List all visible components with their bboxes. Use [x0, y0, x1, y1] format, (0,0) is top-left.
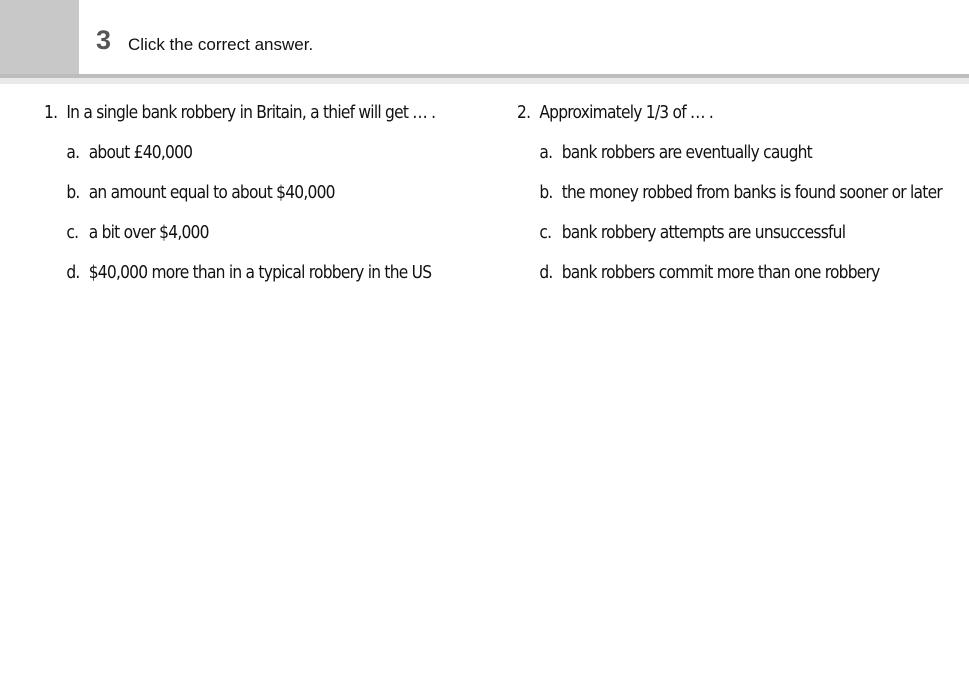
option-text[interactable]: an amount equal to about $40,000: [88, 182, 335, 203]
option-text[interactable]: bank robbers are eventually caught: [561, 142, 812, 163]
answer-option-2a[interactable]: [539, 141, 942, 165]
option-text[interactable]: $40,000 more than in a typical robbery in the US: [88, 262, 432, 283]
option-text[interactable]: a bit over $4,000: [88, 222, 209, 243]
answer-option-2b[interactable]: [539, 181, 942, 205]
header-corner-block: [0, 0, 79, 74]
option-letter: d.: [66, 262, 80, 283]
option-letter: b.: [66, 182, 80, 203]
exercise-header: [0, 0, 969, 78]
option-letter: b.: [539, 182, 553, 203]
question-text: Approximately 1/3 of … .: [539, 102, 714, 123]
question-number: 2.: [517, 102, 531, 123]
question-2-prompt: [517, 101, 942, 125]
question-1: [44, 101, 435, 301]
question-number: 1.: [44, 102, 58, 123]
question-text: In a single bank robbery in Britain, a thief will get … .: [66, 102, 436, 123]
question-1-prompt: [44, 101, 435, 125]
option-letter: d.: [539, 262, 553, 283]
answer-option-2d[interactable]: [539, 261, 942, 285]
answer-option-2c[interactable]: [539, 221, 942, 245]
option-text[interactable]: about £40,000: [88, 142, 193, 163]
option-text[interactable]: the money robbed from banks is found sooner or later: [561, 182, 942, 203]
option-letter: c.: [539, 222, 552, 243]
option-text[interactable]: bank robbery attempts are unsuccessful: [561, 222, 846, 243]
answer-option-1b[interactable]: [66, 181, 435, 205]
answer-option-1a[interactable]: [66, 141, 435, 165]
question-2: [517, 101, 942, 301]
exercise-number: 3: [96, 25, 112, 55]
question-1-options: [66, 141, 435, 285]
header-divider-shadow: [0, 78, 969, 84]
answer-option-1d[interactable]: [66, 261, 435, 285]
answer-option-1c[interactable]: [66, 221, 435, 245]
exercise-instruction: Click the correct answer.: [128, 35, 314, 54]
option-text[interactable]: bank robbers commit more than one robbery: [561, 262, 880, 283]
option-letter: c.: [66, 222, 79, 243]
option-letter: a.: [539, 142, 553, 163]
option-letter: a.: [66, 142, 80, 163]
question-2-options: [539, 141, 942, 285]
